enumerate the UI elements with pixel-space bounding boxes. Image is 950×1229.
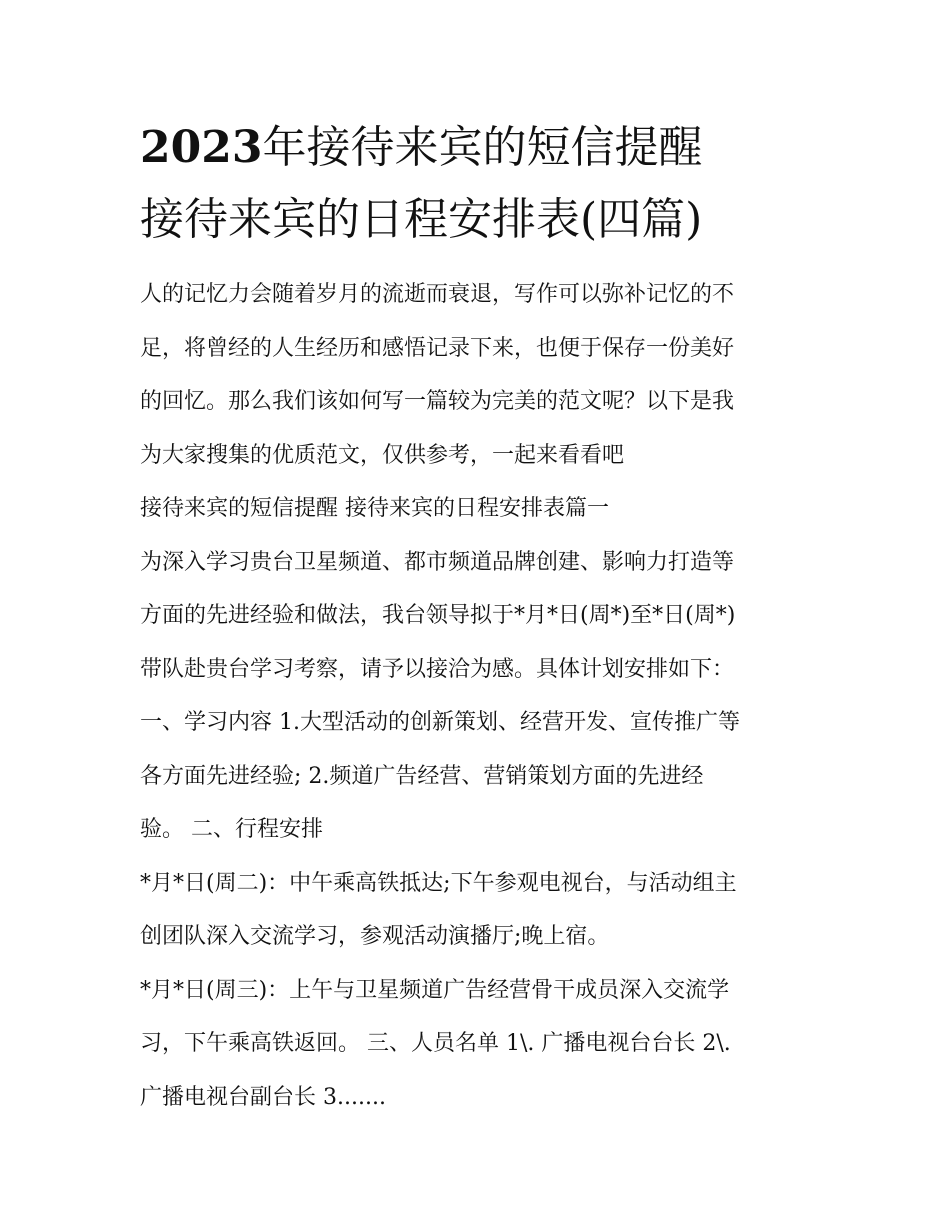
text-line: 习，下午乘高铁返回。 三、人员名单 1\. 广播电视台台长 2\. [140,1031,731,1056]
document-body [140,268,820,1124]
text-line: 广播电视台副台长 3....... [140,1084,386,1110]
intro-paragraph [140,268,820,482]
text-line: 方面的先进经验和做法，我台领导拟于*月*日(周*)至*日(周*) [140,603,736,628]
text-line: 人的记忆力会随着岁月的流逝而衰退，写作可以弥补记忆的不 [140,282,735,307]
section-heading-text: 接待来宾的短信提醒 接待来宾的日程安排表篇一 [140,496,609,521]
text-line: 各方面先进经验; 2.频道广告经营、营销策划方面的先进经 [140,763,704,789]
title-line-1 [140,112,820,184]
schedule-day-2 [140,964,820,1125]
text-line: 为深入学习贵台卫星频道、都市频道品牌创建、影响力打造等 [140,549,735,575]
text-line: 为大家搜集的优质范文，仅供参考，一起来看看吧 [140,442,625,468]
text-line: *月*日(周三)：上午与卫星频道广告经营骨干成员深入交流学 [140,977,730,1003]
schedule-day-1 [140,857,820,964]
text-line: 足，将曾经的人生经历和感悟记录下来，也便于保存一份美好 [140,335,735,361]
title-line-1-text: 年接待来宾的短信提醒 [262,122,703,173]
text-line: *月*日(周二)：中午乘高铁抵达;下午参观电视台，与活动组主 [140,870,737,896]
text-line: 验。 二、行程安排 [140,817,323,842]
text-line: 一、学习内容 1.大型活动的创新策划、经营开发、宣传推广等 [140,710,740,735]
text-line: 的回忆。那么我们该如何写一篇较为完美的范文呢？以下是我 [140,389,735,414]
text-line: 创团队深入交流学习，参观活动演播厅;晚上宿。 [140,924,610,949]
title-year: 2023 [140,122,263,173]
document-content [140,112,820,1124]
letter-paragraph [140,536,820,857]
text-line: 带队赴贵台学习考察，请予以接洽为感。具体计划安排如下： [140,656,735,682]
title-line-2: 接待来宾的日程安排表(四篇) [140,194,703,245]
document-title [140,112,820,256]
section-heading [140,482,820,536]
